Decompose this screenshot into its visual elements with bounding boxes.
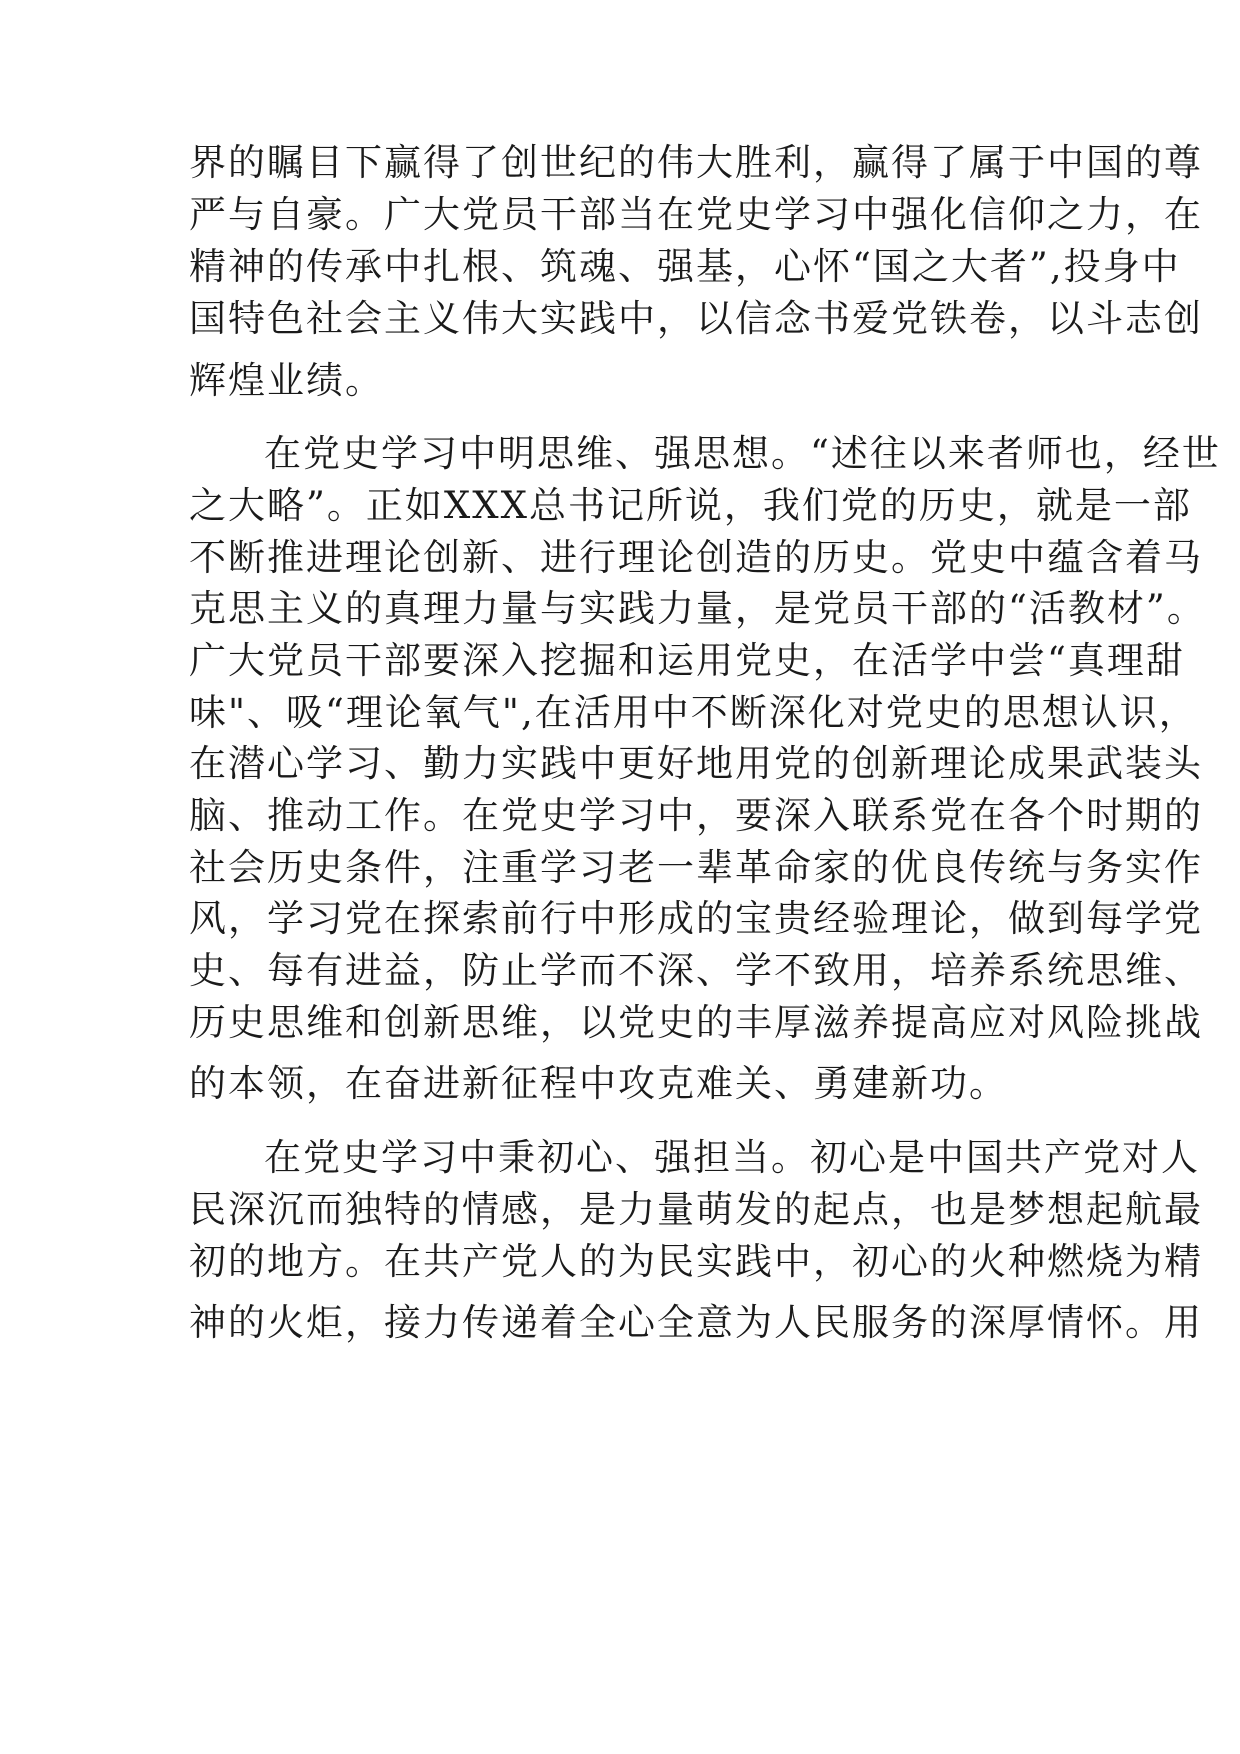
paragraph-first-line: 在党史学习中明思维、强思想。“述往以来者师也，经世: [264, 432, 1221, 475]
text-line: 之大略”。正如XXX总书记所说，我们党的历史，就是一部: [189, 484, 1192, 527]
text-line: 严与自豪。广大党员干部当在党史学习中强化信仰之力，在: [189, 193, 1203, 236]
paragraph-first-line: 在党史学习中秉初心、强担当。初心是中国共产党对人: [264, 1136, 1200, 1179]
text-line: 味"、吸“理论氧气",在活用中不断深化对党史的思想认识，: [189, 691, 1198, 734]
text-line: 脑、推动工作。在党史学习中，要深入联系党在各个时期的: [189, 794, 1203, 837]
text-line: 广大党员干部要深入挖掘和运用党史，在活学中尝“真理甜: [189, 639, 1185, 682]
text-line: 风，学习党在探索前行中形成的宝贵经验理论，做到每学党: [189, 897, 1203, 940]
text-line: 初的地方。在共产党人的为民实践中，初心的火种燃烧为精: [189, 1240, 1203, 1283]
text-line: 国特色社会主义伟大实践中，以信念书爱党铁卷，以斗志创: [189, 297, 1203, 340]
text-line: 神的火炬，接力传递着全心全意为人民服务的深厚情怀。用: [189, 1301, 1203, 1344]
text-line: 克思主义的真理力量与实践力量，是党员干部的“活教材”。: [189, 587, 1206, 630]
text-line: 历史思维和创新思维，以党史的丰厚滋养提高应对风险挑战: [189, 1001, 1203, 1044]
text-line: 社会历史条件，注重学习老一辈革命家的优良传统与务实作: [189, 846, 1203, 889]
text-line: 精神的传承中扎根、筑魂、强基，心怀“国之大者”,投身中: [189, 245, 1181, 288]
text-line: 民深沉而独特的情感，是力量萌发的起点，也是梦想起航最: [189, 1188, 1203, 1231]
text-line: 在潜心学习、勤力实践中更好地用党的创新理论成果武装头: [189, 742, 1203, 785]
text-line: 辉煌业绩。: [189, 359, 384, 402]
text-line: 的本领，在奋进新征程中攻克难关、勇建新功。: [189, 1062, 1008, 1105]
text-line: 界的瞩目下赢得了创世纪的伟大胜利，赢得了属于中国的尊: [189, 141, 1203, 184]
text-line: 不断推进理论创新、进行理论创造的历史。党史中蕴含着马: [189, 536, 1203, 579]
text-line: 史、每有进益，防止学而不深、学不致用，培养系统思维、: [189, 949, 1203, 992]
